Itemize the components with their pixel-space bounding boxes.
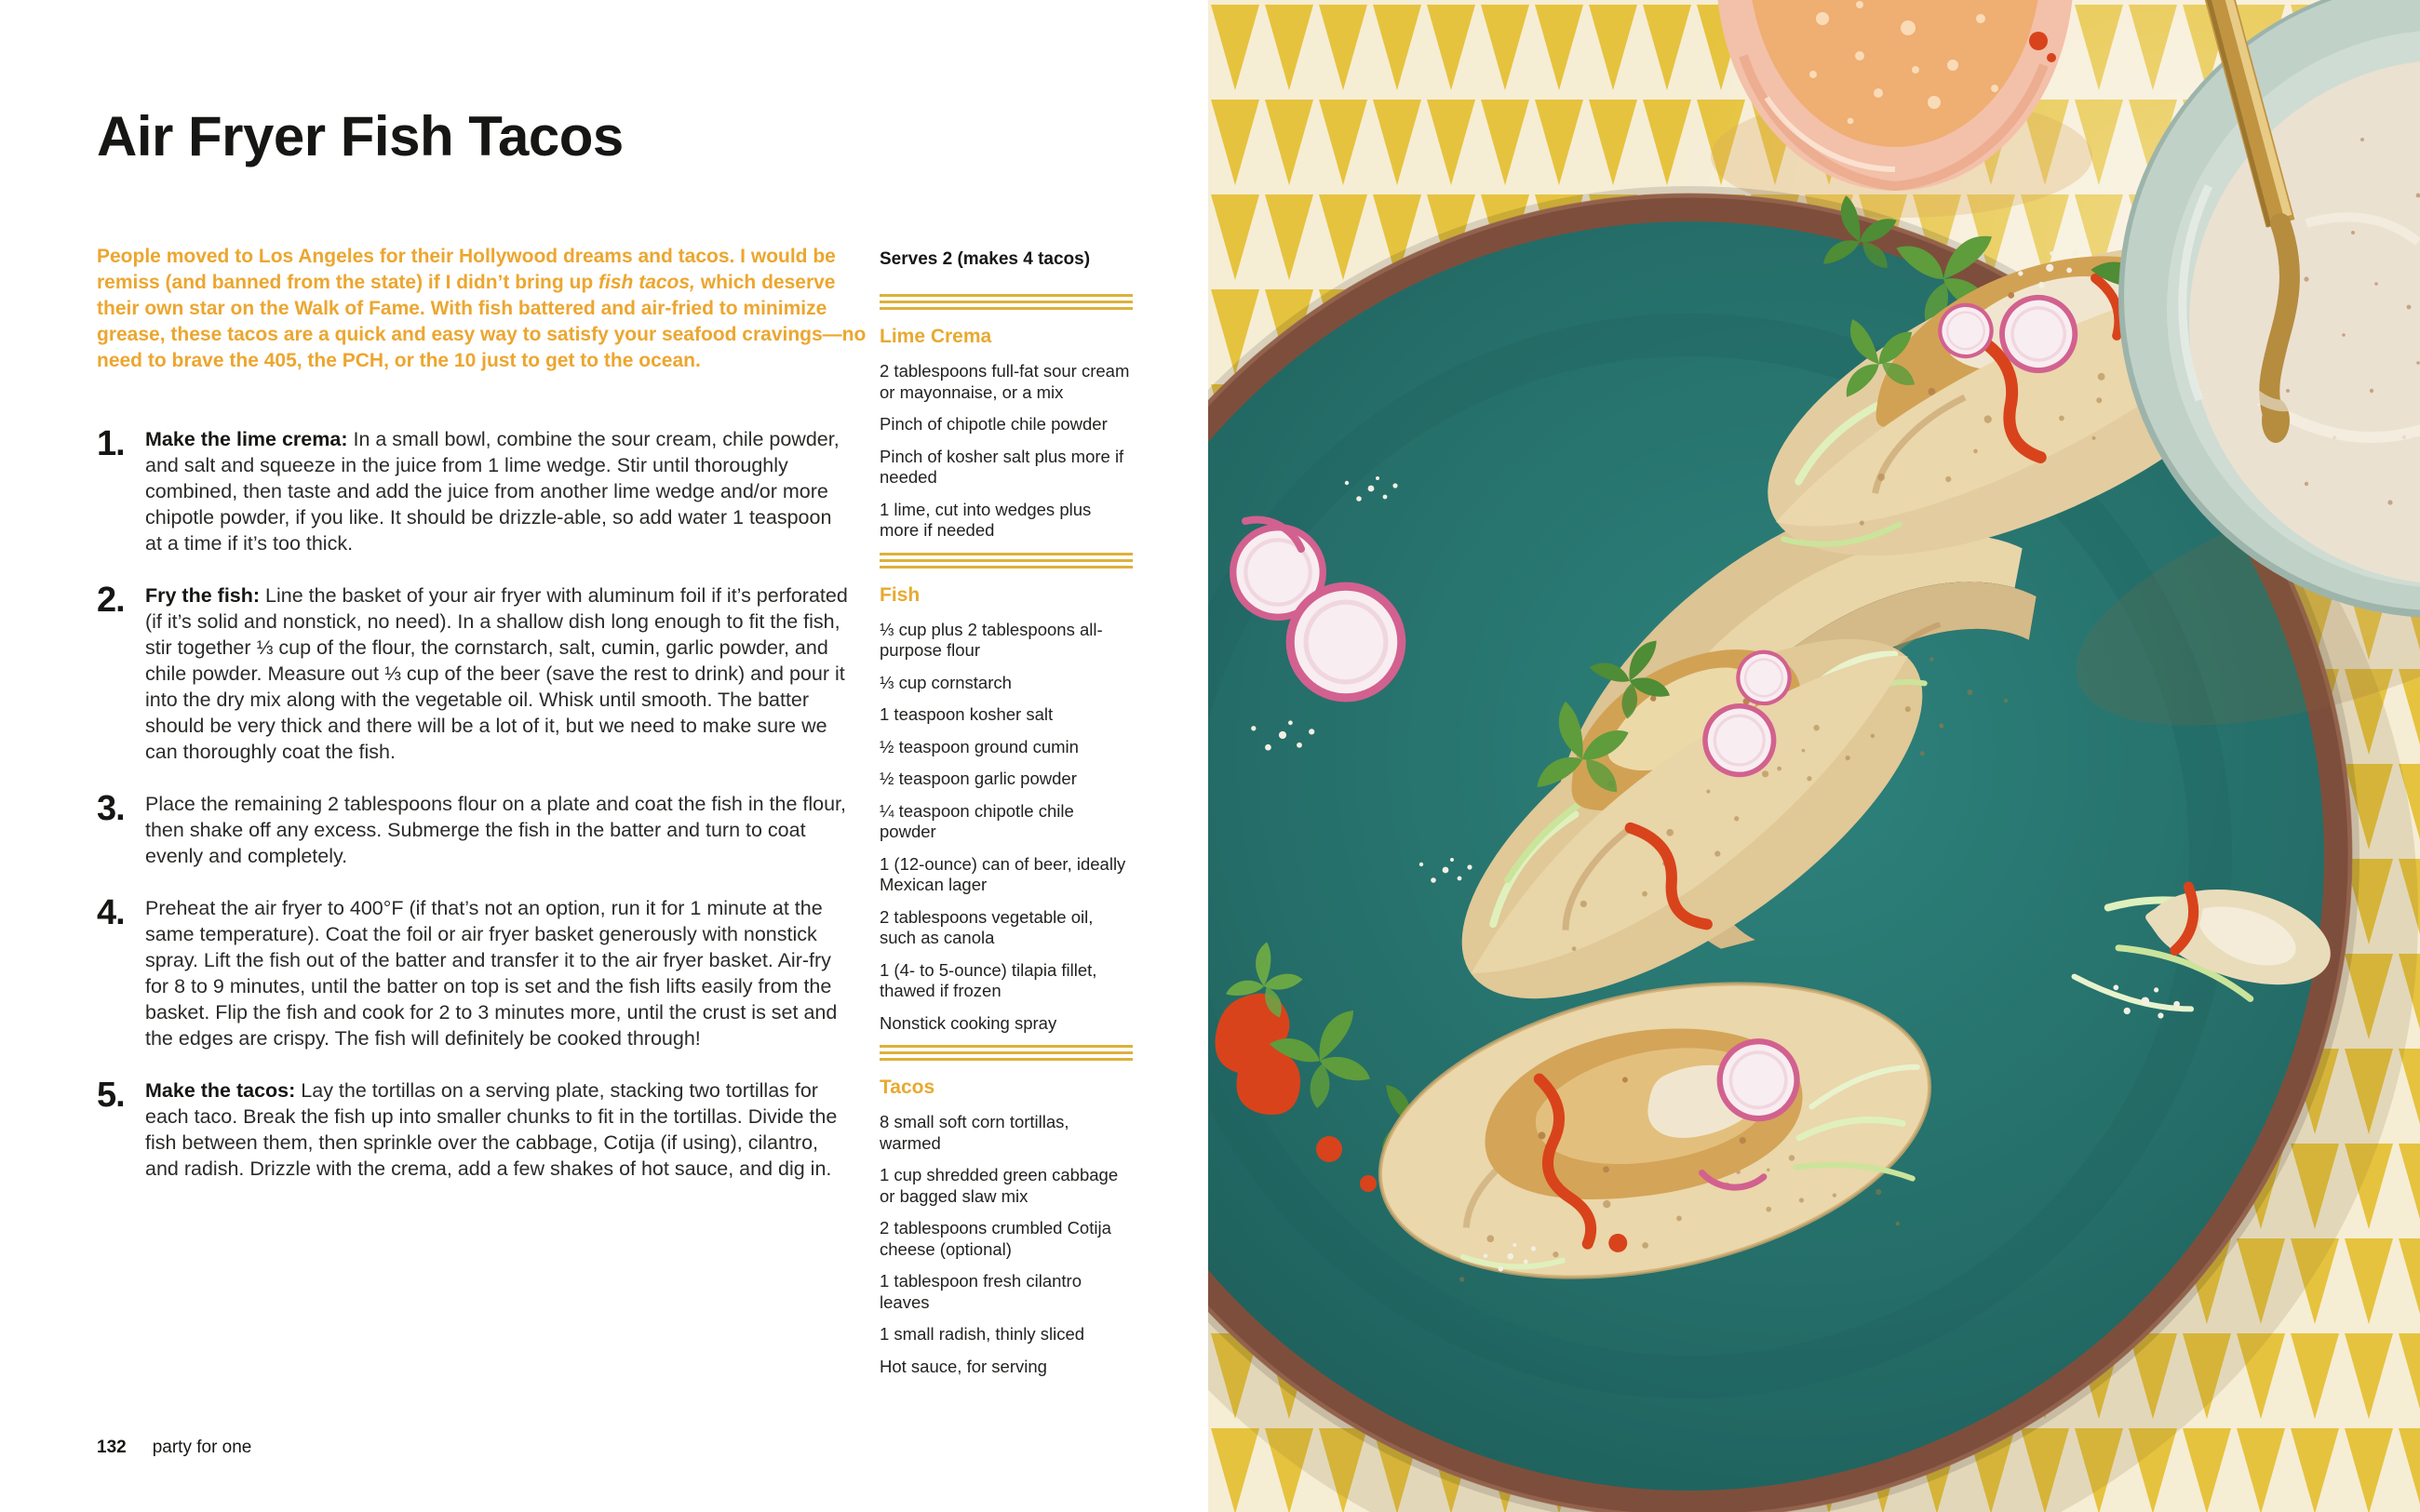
intro-text-italic: fish tacos, — [598, 272, 695, 293]
step-lead: Fry the fish: — [145, 584, 261, 607]
ingredient-item: Hot sauce, for serving — [880, 1356, 1047, 1376]
step-lead: Make the lime crema: — [145, 428, 348, 450]
gold-divider — [880, 1045, 1133, 1061]
ingredient-item: Pinch of chipotle chile powder — [880, 414, 1108, 434]
step-text — [145, 426, 853, 556]
page-footer — [97, 1438, 251, 1458]
page-title: Air Fryer Fish Tacos — [97, 105, 624, 167]
ingredient-section-heading: Lime Crema — [880, 326, 992, 347]
instruction-step — [97, 895, 853, 1051]
gold-divider — [880, 294, 1133, 310]
step-body: Preheat the air fryer to 400°F (if that’s not an option, run it for 1 minute at the same temperature). Coat the foil or air fryer basket generously with nonstick spray. Lift the fish out of the batter and transfer it to the air fryer basket. Air-fry for 8 to 9 minutes, until the batter on top is set and the fish lifts easily from the basket. Flip the fish and cook for 2 to 3 minutes more, until the crust is set and the edges are crispy. The fish will definitely be cooked through! — [145, 897, 838, 1050]
ingredient-item: 1 (12-ounce) can of beer, ideally Mexican lager — [880, 853, 1126, 894]
recipe-intro — [97, 244, 871, 374]
ingredient-item: 8 small soft corn tortillas, warmed — [880, 1112, 1069, 1153]
ingredient-item: 1 (4- to 5-ounce) tilapia fillet, thawed if frozen — [880, 959, 1097, 1000]
ingredient-item: 1 lime, cut into wedges plus more if needed — [880, 499, 1092, 540]
page-number: 132 — [97, 1438, 127, 1457]
ingredient-item: ¼ teaspoon chipotle chile powder — [880, 800, 1074, 841]
ingredient-item: Nonstick cooking spray — [880, 1012, 1057, 1033]
step-number: 1. — [97, 424, 125, 463]
step-text — [145, 582, 853, 765]
ingredient-item: Pinch of kosher salt plus more if needed — [880, 446, 1124, 487]
footer-label: party for one — [152, 1438, 252, 1457]
instruction-step — [97, 582, 853, 765]
step-body: Lay the tortillas on a serving plate, stacking two tortillas for each taco. Break the fish up into smaller chunks to fit in the tortillas. Divide the fish between them, then sprinkle over the cabbage, Cotija (if using), cilantro, and radish. Drizzle with the crema, add a few shakes of hot sauce, and dig in. — [145, 1079, 838, 1180]
ingredient-item: 1 teaspoon kosher salt — [880, 704, 1054, 724]
ingredient-item: ½ teaspoon garlic powder — [880, 769, 1077, 788]
ingredient-item: 1 small radish, thinly sliced — [880, 1324, 1085, 1344]
step-number: 5. — [97, 1076, 125, 1115]
instruction-step — [97, 791, 853, 869]
ingredient-item: 1 tablespoon fresh cilantro leaves — [880, 1271, 1082, 1312]
serves-note: Serves 2 (makes 4 tacos) — [880, 249, 1091, 269]
step-number: 4. — [97, 893, 125, 932]
step-body: Place the remaining 2 tablespoons flour on a plate and coat the fish in the flour, then shake off any excess. Submerge the fish in the batter and turn to coat evenly and completely. — [145, 793, 846, 867]
ingredient-item: ⅓ cup plus 2 tablespoons all-purpose flour — [880, 619, 1103, 660]
ingredient-item: ⅓ cup cornstarch — [880, 672, 1012, 692]
intro-text-before: People moved to Los Angeles for their Hollywood dreams and tacos. I would be remiss (and banned from the state) if I didn’t bring up — [97, 246, 836, 293]
step-number: 3. — [97, 789, 125, 828]
step-body: In a small bowl, combine the sour cream, chile powder, and salt and squeeze in the juice from 1 lime wedge. Stir until thoroughly combined, then taste and add the juice from another lime wedge and/or more chipotle powder, if you like. It should be drizzle-able, so add water 1 teaspoon at a time if it’s too thick. — [145, 428, 840, 555]
step-text — [145, 791, 853, 869]
instruction-step — [97, 1077, 853, 1182]
ingredient-section-heading: Tacos — [880, 1077, 935, 1098]
instructions-list — [97, 426, 853, 1208]
ingredient-item: 2 tablespoons crumbled Cotija cheese (optional) — [880, 1218, 1111, 1259]
ingredient-item: 2 tablespoons full-fat sour cream or mayonnaise, or a mix — [880, 361, 1130, 402]
step-text — [145, 1077, 853, 1182]
photo-fish-tacos — [1208, 0, 2420, 1512]
step-lead: Make the tacos: — [145, 1079, 296, 1102]
intro-text-after: which deserve their own star on the Walk of Fame. With fish battered and air-fried to minimize grease, these tacos are a quick and easy way to satisfy your seafood cravings—no need to brave the 405, the PCH, or the 10 just to get to the ocean. — [97, 272, 867, 371]
ingredient-item: 1 cup shredded green cabbage or bagged slaw mix — [880, 1165, 1119, 1206]
ingredient-section-heading: Fish — [880, 583, 921, 606]
step-text — [145, 895, 853, 1051]
ingredient-item: 2 tablespoons vegetable oil, such as canola — [880, 906, 1094, 947]
instruction-step — [97, 426, 853, 556]
step-number: 2. — [97, 581, 125, 620]
ingredients-sidebar — [880, 249, 1133, 1388]
step-body: Line the basket of your air fryer with aluminum foil if it’s perforated (if it’s solid and nonstick, no need). In a shallow dish long enough to fit the fish, stir together ⅓ cup of the flour, the cornstarch, salt, cumin, garlic powder, and chile powder. Measure out ⅓ cup of the beer (save the rest to drink) and pour it into the dry mix along with the vegetable oil. Whisk until smooth. The batter should be very thick and there will be a lot of it, but we need to make sure we can thoroughly coat the fish. — [145, 584, 848, 763]
gold-divider — [880, 553, 1133, 569]
ingredient-item: ½ teaspoon ground cumin — [880, 736, 1079, 756]
